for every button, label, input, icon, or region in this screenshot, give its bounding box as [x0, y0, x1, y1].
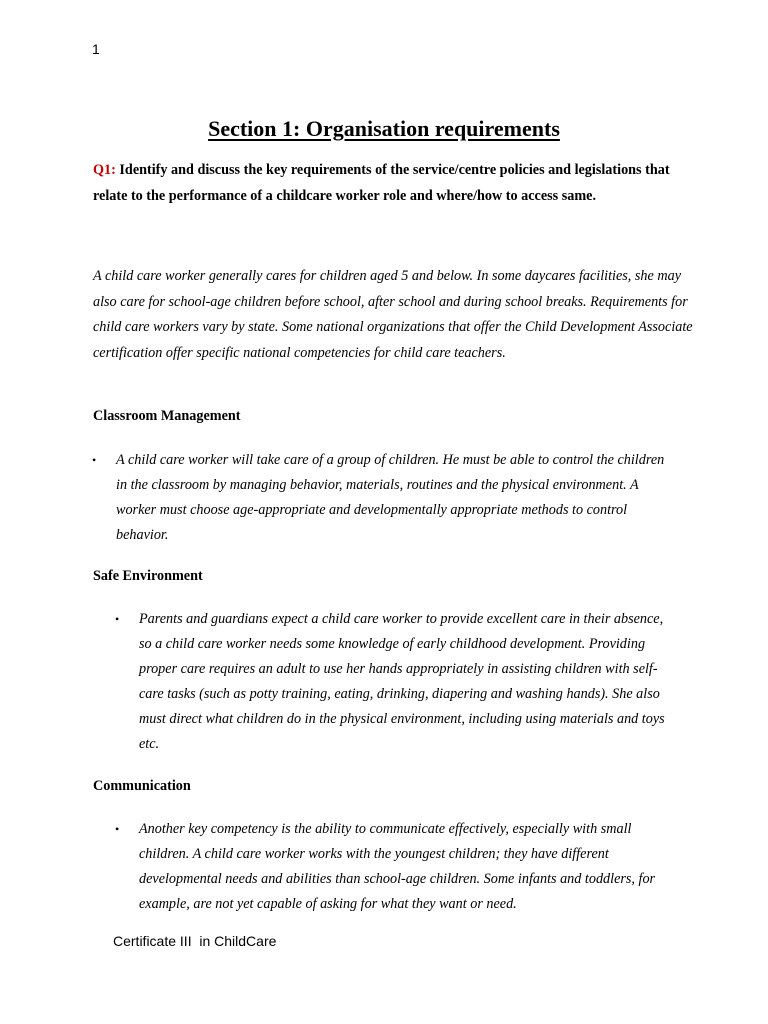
bullet-text: Parents and guardians expect a child care worker to provide excellent care in their absence, so a child care worker needs some knowledge of early childhood development. Providing proper care requires an adult to use her hands appropriately in assisting children with self-care tasks (such as potty training, eating, drinking, diapering and washing hands). She also must direct what children do in the physical environment, including using materials and toys etc.	[139, 611, 665, 752]
heading-safe-environment: Safe Environment	[93, 568, 203, 584]
heading-communication: Communication	[93, 778, 191, 794]
question-prompt	[93, 158, 683, 209]
section-title: Section 1: Organisation requirements	[208, 116, 560, 141]
bullet-point: •	[92, 453, 97, 467]
list-item	[92, 448, 676, 548]
question-text: Identify and discuss the key requirements of the service/centre policies and legislations that relate to the performance of a childcare worker role and where/how to access same.	[93, 162, 670, 204]
list-item	[115, 817, 679, 917]
bullet-text: Another key competency is the ability to communicate effectively, especially with small children. A child care worker works with the youngest children; they have different developmental needs and abilities than school-age children. Some infants and toddlers, for example, are not yet capable of asking for what they want or need.	[139, 821, 656, 912]
bullet-list-communication	[115, 817, 679, 917]
bullet-list-classroom-management	[92, 448, 676, 548]
heading-classroom-management: Classroom Management	[93, 408, 241, 424]
bullet-point: •	[115, 612, 120, 626]
page-footer: Certificate III in ChildCare	[113, 933, 277, 949]
bullet-list-safe-environment	[115, 607, 679, 757]
page-number: 1	[92, 41, 100, 57]
intro-paragraph: A child care worker generally cares for children aged 5 and below. In some daycares facilities, she may also care for school-age children before school, after school and during school breaks. Requirements for child care workers vary by state. Some national organizations that offer the Child Development Associate certification offer specific national competencies for child care teachers.	[93, 268, 693, 361]
bullet-point: •	[115, 822, 120, 836]
bullet-text: A child care worker will take care of a group of children. He must be able to control the children in the classroom by managing behavior, materials, routines and the physical environment. A worker must choose age-appropriate and developmentally appropriate methods to control behavior.	[116, 452, 665, 543]
question-label: Q1:	[93, 162, 116, 178]
list-item	[115, 607, 679, 757]
